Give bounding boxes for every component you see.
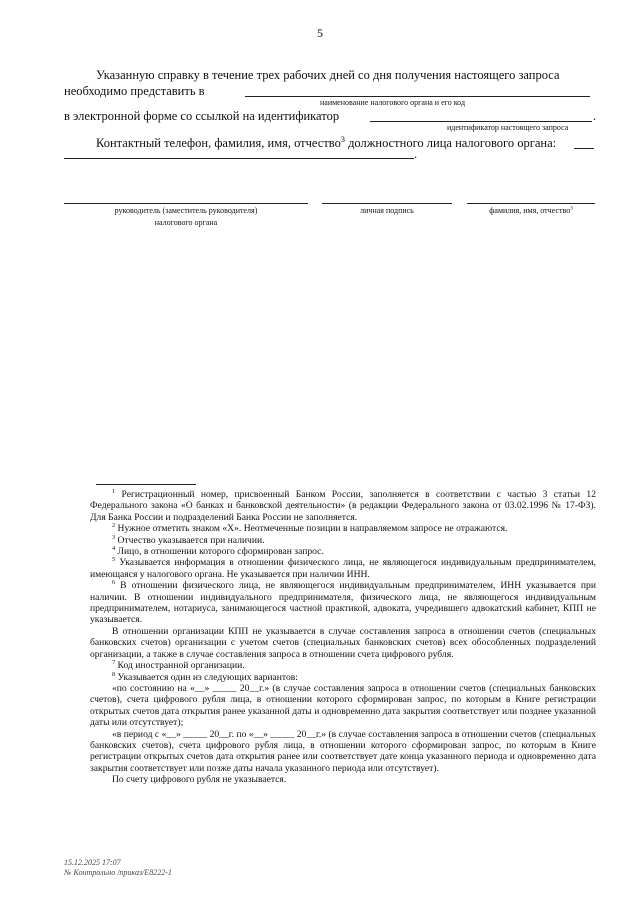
footnote-number: 2 [112, 522, 116, 530]
footnote-text: В отношении организации КПП не указывается в случае составления запроса в отношении счетов (специальных банковских счетов) организации с учетом счетов (специальных банковских счетов) всех обособленных подразделений организации, а также в случае составления запроса в отношении счета цифрового рубля. [90, 625, 596, 660]
footnote-item [90, 683, 596, 729]
footnote-text: Регистрационный номер, присвоенный Банком России, заполняется в соответствии с частью 3 статьи 12 Федерального закона «О банках и банковской деятельности» (в редакции Федерального закона от 03.02.1996 № 17-ФЗ). Для Банка России и подразделений Банка России не заполняется. [90, 489, 596, 523]
contact-line [96, 136, 556, 150]
footnote-text: Код иностранной организации. [117, 660, 245, 672]
name-caption-text: фамилия, имя, отчество [489, 206, 571, 215]
footnote-item [90, 489, 596, 523]
contact-footnote-ref: 3 [340, 134, 345, 144]
request-line-2: необходимо представить в [64, 84, 205, 98]
page-number: 5 [317, 26, 323, 40]
contact-text: Контактный телефон, фамилия, имя, отчество [96, 136, 341, 150]
footnote-number: 8 [112, 670, 116, 678]
footnote-number: 1 [112, 487, 116, 495]
footer-timestamp: 15.12.2025 17:07 [64, 858, 121, 867]
footnote-number: 5 [112, 556, 116, 564]
personal-signature-line [322, 203, 452, 204]
footnote-item [90, 672, 596, 683]
tax-authority-fill-line [245, 96, 590, 97]
footnote-text: Указывается один из следующих вариантов: [117, 671, 298, 683]
footnote-item [90, 523, 596, 534]
footnote-item [90, 535, 596, 546]
footnote-number: 3 [112, 533, 116, 541]
contact-text-end: должностного лица налогового органа: [348, 136, 557, 150]
head-signature-line [64, 203, 308, 204]
head-caption-line-2: налогового органа [154, 218, 218, 227]
request-line-1: Указанную справку в течение трех рабочих дней со дня получения настоящего запроса [96, 68, 560, 82]
footnotes [90, 489, 596, 786]
request-line-3-end: . [593, 109, 597, 123]
footnote-text: По счету цифрового рубля не указывается. [112, 774, 287, 786]
signature-caption: личная подпись [360, 206, 414, 215]
contact-line-end: . [414, 147, 418, 161]
contact-fill-line-a [574, 148, 594, 149]
name-caption-footnote-ref: 3 [570, 205, 573, 212]
tax-authority-caption: наименование налогового органа и его код [320, 98, 466, 107]
head-caption-line-1: руководитель (заместитель руководителя) [114, 206, 258, 215]
footnote-number: 6 [112, 579, 116, 587]
footnote-item [90, 660, 596, 671]
footnote-text: Лицо, в отношении которого сформирован запрос. [117, 546, 324, 558]
footnote-separator [96, 484, 196, 485]
footnote-text: Указывается информация в отношении физического лица, не являющегося индивидуальным предпринимателем, имеющаяся у налогового органа. Не указывается при наличии ИНН. [90, 557, 596, 580]
footnote-text: Отчество указывается при наличии. [117, 534, 265, 546]
footnote-item [90, 774, 596, 785]
name-caption [467, 206, 595, 215]
footnote-number: 4 [112, 544, 116, 552]
name-signature-line [467, 203, 595, 204]
footer-doc-ref: № Контрольно /приказ/Е8222-1 [64, 868, 172, 877]
footnote-text: «по состоянию на «__» _____ 20__г.» (в случае составления запроса в отношении счетов (специальных банковских счетов), счета цифрового рубля лица, в отношении которого сформирован запрос, по которым в Книге регистрации открытых счетов дата открытия ранее указанной даты и одновременно дата закрытия соответствует или позднее указанной даты или отсутствует); [90, 682, 596, 729]
footnote-text: «в период с «__» _____ 20__г. по «__» _____ 20__г.» (в случае составления запроса в отношении счетов (специальных банковских счетов), счета цифрового рубля лица, в отношении которого сформирован запрос, по которым в Книге регистрации открытых счетов дата открытия ранее или соответствует дате конца указанного периода и одновременно дата закрытия соответствует или позже даты начала указанного периода или отсутствует). [90, 728, 596, 774]
identifier-caption: идентификатор настоящего запроса [447, 123, 569, 132]
contact-fill-line-b [64, 158, 414, 159]
footnote-item [90, 546, 596, 557]
footnote-text: Нужное отметить знаком «Х». Неотмеченные позиции в направляемом запросе не отражаются. [117, 523, 508, 535]
footnote-text: В отношении физического лица, не являющегося индивидуальным предпринимателем, ИНН указывается при наличии. В отношении индивидуального предпринимателя, физического лица, не являющегося индивидуальным предпринимателем, нотариуса, занимающегося частной практикой, адвоката, учредившего адвокатский кабинет, КПП не указывается. [90, 580, 596, 626]
footnote-item [90, 729, 596, 775]
footnote-number: 7 [112, 658, 116, 666]
identifier-fill-line [370, 121, 592, 122]
footnote-item [90, 580, 596, 626]
footnote-item [90, 557, 596, 580]
request-line-3: в электронной форме со ссылкой на идентификатор [64, 109, 340, 123]
footnote-item [90, 626, 596, 660]
